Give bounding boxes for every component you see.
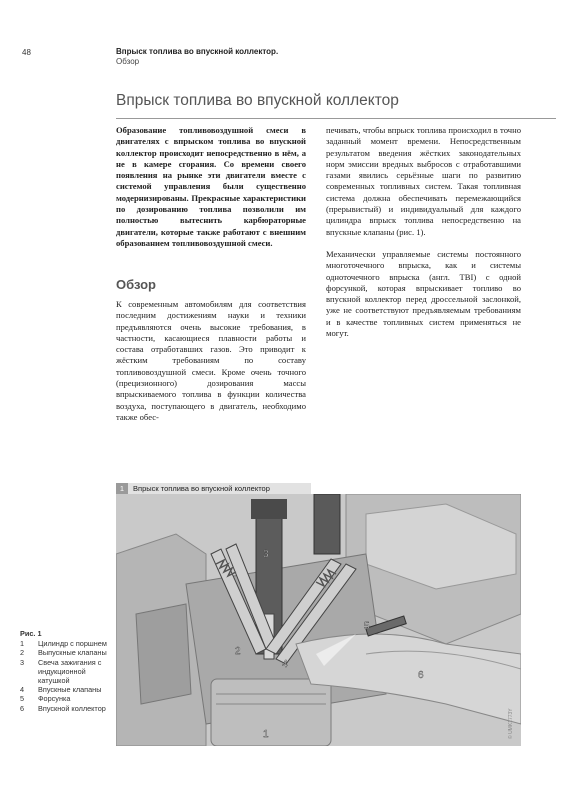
body-text-2a: печивать, чтобы впрыск топлива происходил в точно заданный момент времени. Непосредственным результатом введения жёстких законодательных норм эмиссии вредных выбросов с отработавшими газами явились серьёзные шаги по развитию современных топливных систем. Такая топливная система должна обеспечивать перемежающийся (прерывистый) и индивидуальный для каждого цилиндра впрыск топлива непосредственно на впускные клапаны (рис. 1). [326,125,521,237]
engine-illustration [116,494,521,746]
title-rule [116,118,556,119]
section-heading: Обзор [116,277,156,292]
legend-item: 5 Форсунка [20,694,71,704]
legend-item: 6 Впускной коллектор [20,703,106,713]
callout-3: 3 [263,549,269,560]
body-column-1 [116,299,306,423]
running-title: Впрыск топлива во впускной коллектор. [116,47,279,56]
legend-item: 3 Свеча зажигания с индукционной катушкой [20,657,102,686]
page-title: Впрыск топлива во впускной коллектор [116,92,399,109]
figure-caption-bar [116,483,311,494]
callout-5: 5 [364,621,370,632]
body-text-2b: Механически управляемые системы постоянного многоточечного впрыска, как и системы одноточечного впрыска (англ. TBI) с одной форсункой, которая впрыскивает топливо во впускной коллектор перед дроссельной заслонкой, уже не соответствуют предъявляемым требованиям и в качестве топливных систем применяться не могут. [326,248,521,339]
figure-legend [20,629,110,713]
lead-paragraph [116,125,306,249]
legend-item: 1 Цилиндр с поршнем [20,639,107,649]
legend-title: Рис. 1 [20,629,42,638]
figure-caption: Впрыск топлива во впускной коллектор [133,484,270,493]
running-header [116,47,278,67]
running-subtitle: Обзор [116,57,140,66]
callout-2: 2 [235,646,241,657]
lead-text: Образование топливовоздушной смеси в двигателях с впрыском топлива во впускной коллектор происходит непосредственно в нём, а не в камере сгорания. Со времени своего появления на рынке эти двигатели вместе с системой управления были существенно модернизированы. Прекрасные характеристики по дозированию топлива позволили им полностью вытеснить карбюраторные двигатели, которые также работают с внешним образованием топливовоздушной смеси. [116,125,306,248]
body-column-2 [326,125,521,339]
page-number: 48 [22,48,31,57]
figure-code: © UMK1773Y [508,708,514,739]
body-text-1: К современным автомобилям для соответствия последним достижениям науки и техники предъявляются очень высокие требования, в частности, касающиеся плавности работы и состава отработавших газов. Это приводит к жёстким требованиям по составу топливовоздушной смеси. Кроме очень точного (прецизионного) дозирования массы впрыскиваемого топлива в функции количества воздуха, поступающего в двигатель, необходимо также обес- [116,299,306,422]
legend-item: 2 Выпускные клапаны [20,648,107,658]
legend-item: 4 Впускные клапаны [20,685,102,695]
callout-1: 1 [263,729,269,740]
callout-6: 6 [418,670,424,681]
figure-number: 1 [116,483,128,494]
callout-4: 4 [282,659,288,670]
engine-cutaway-drawing [116,494,521,746]
